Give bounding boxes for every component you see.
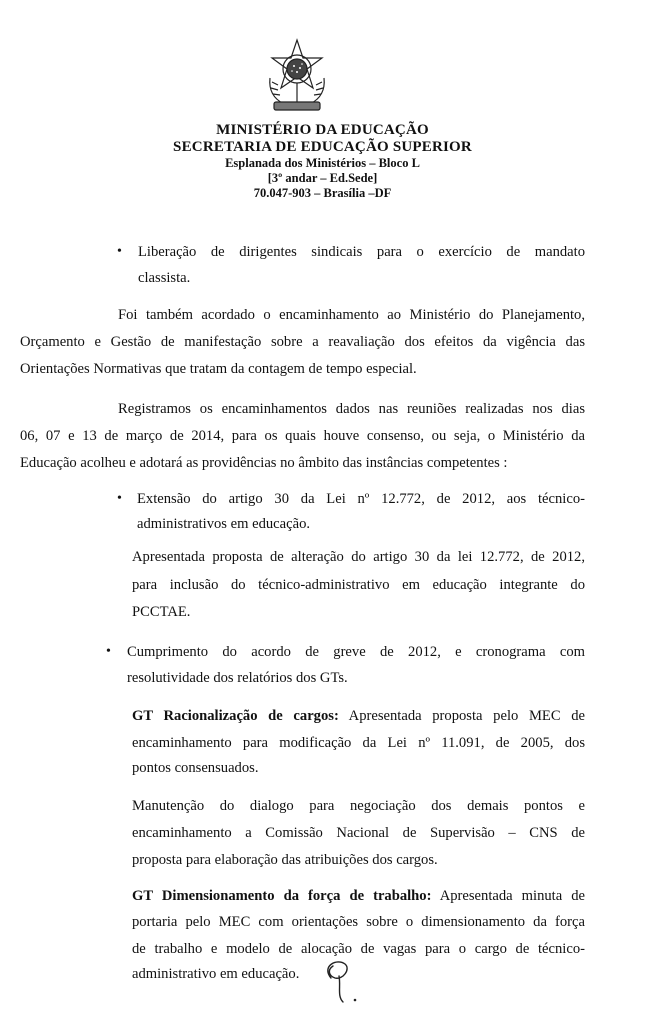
para-1-line-1: Foi também acordado o encaminhamento ao Ministério do Planejamento,: [118, 307, 585, 323]
para-2-line-2: 06, 07 e 13 de março de 2014, para os quais houve consenso, ou seja, o Ministério da: [20, 428, 585, 444]
para-3-line-1: Apresentada proposta de alteração do artigo 30 da lei 12.772, de 2012,: [132, 549, 585, 565]
gt-1-line-2: encaminhamento para modificação da Lei nº 11.091, de 2005, dos: [132, 735, 585, 751]
ministry-title: MINISTÉRIO DA EDUCAÇÃO: [216, 122, 429, 138]
address-line-2: [3º andar – Ed.Sede]: [267, 171, 378, 185]
gt-1-title: GT Racionalização de cargos:: [132, 708, 339, 724]
gt-2-line-3: de trabalho e modelo de alocação de vagas para o cargo de técnico-: [132, 941, 585, 957]
secretariat-title: SECRETARIA DE EDUCAÇÃO SUPERIOR: [173, 139, 472, 155]
handwritten-initial-signature: [313, 956, 361, 1008]
coat-of-arms-emblem: [264, 38, 330, 118]
bullet-3-line-1: Cumprimento do acordo de greve de 2012, e cronograma com: [127, 644, 585, 660]
para-1-line-2: Orçamento e Gestão de manifestação sobre a reavaliação dos efeitos da vigência das: [20, 334, 585, 350]
gt-1-line-1-text: Apresentada proposta pelo MEC de: [348, 708, 586, 724]
gt-2-title: GT Dimensionamento da força de trabalho:: [132, 888, 432, 904]
gt-2-line-1-text: Apresentada minuta de: [439, 888, 586, 904]
para-4-line-1: Manutenção do dialogo para negociação dos demais pontos e: [132, 798, 585, 814]
para-3-line-3: PCCTAE.: [132, 604, 191, 620]
bullet-2-line-1: Extensão do artigo 30 da Lei nº 12.772, de 2012, aos técnico-: [137, 491, 585, 507]
gt-2-line-4: administrativo em educação.: [132, 966, 300, 982]
bullet-3-line-2: resolutividade dos relatórios dos GTs.: [127, 670, 348, 686]
bullet-marker: •: [117, 244, 122, 259]
gt-2-line-1: [132, 886, 585, 906]
bullet-1-line-2: classista.: [138, 270, 191, 286]
bullet-marker: •: [106, 644, 111, 659]
para-4-line-3: proposta para elaboração das atribuições dos cargos.: [132, 852, 438, 868]
para-1-line-3: Orientações Normativas que tratam da contagem de tempo especial.: [20, 361, 417, 377]
para-2-line-1: Registramos os encaminhamentos dados nas reuniões realizadas nos dias: [118, 401, 585, 417]
address-line-1: Esplanada dos Ministérios – Bloco L: [225, 156, 420, 170]
para-3-line-2: para inclusão do técnico-administrativo em educação integrante do: [132, 577, 585, 593]
bullet-marker: •: [117, 491, 122, 506]
gt-1-line-1: [132, 706, 585, 726]
para-4-line-2: encaminhamento a Comissão Nacional de Supervisão – CNS de: [132, 825, 585, 841]
letterhead: [0, 122, 645, 201]
gt-2-line-2: portaria pelo MEC com orientações sobre o dimensionamento da força: [132, 914, 585, 930]
address-line-3: 70.047-903 – Brasília –DF: [253, 186, 392, 200]
bullet-2-line-2: administrativos em educação.: [137, 516, 311, 532]
gt-1-line-3: pontos consensuados.: [132, 760, 259, 776]
bullet-1-line-1: Liberação de dirigentes sindicais para o exercício de mandato: [138, 244, 585, 260]
para-2-line-3: Educação acolheu e adotará as providências no âmbito das instâncias competentes :: [20, 455, 508, 471]
